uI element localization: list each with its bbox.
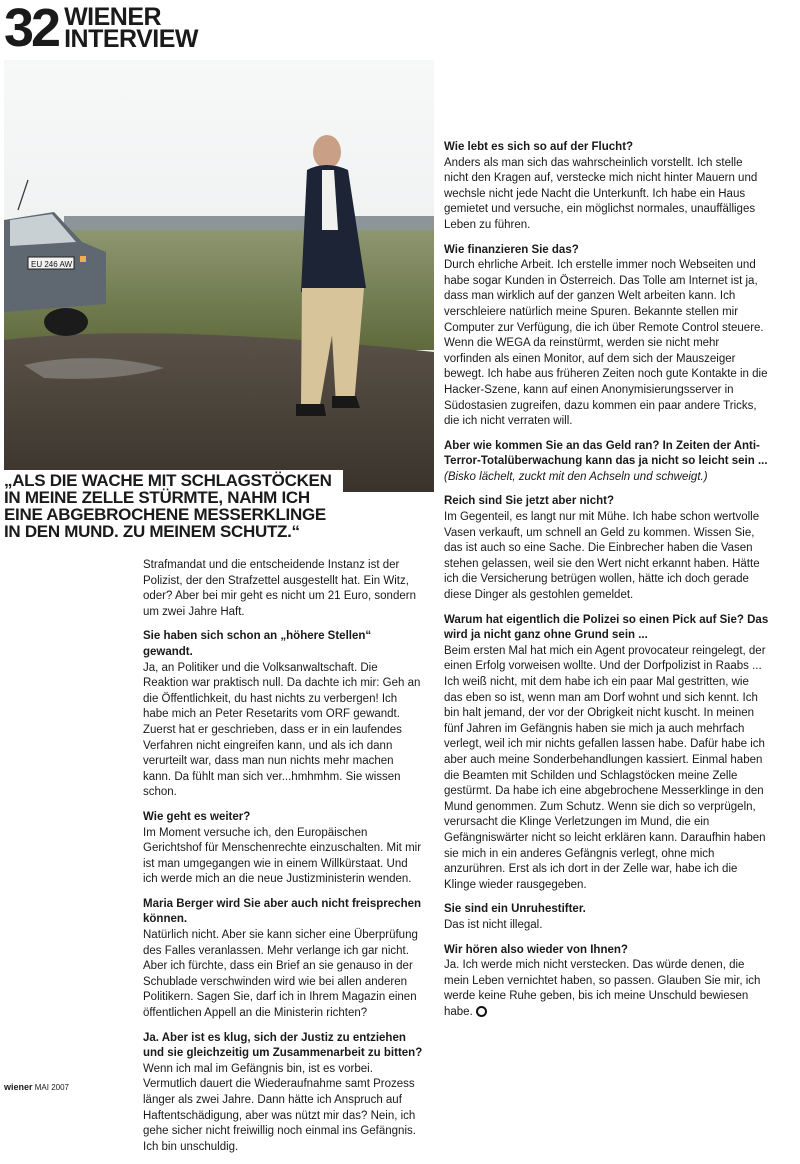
section-title (64, 3, 199, 53)
qa-block (444, 494, 769, 603)
answer-text: Ja. Ich werde mich nicht verstecken. Das würde denen, die mein Leben vernichtet haben, so passen. Glauben Sie mir, ich werde keine Ruhe geben, bis ich meine Unschuld bewiesen habe. (444, 959, 761, 1018)
right-column (444, 140, 769, 1029)
answer: Ja, an Politiker und die Volksanwaltschaft. Die Reaktion war praktisch null. Da dachte ich mir: Geh an die Öffentlichkeit, du hast nichts zu verbergen! Ich habe mich an Peter Resetarits vom ORF gewandt. Zuerst hat er geschrieben, dass er in ein laufendes Verfahren nicht eingreifen kann, und als ich dann verurteilt war, dass man nun nichts mehr machen kann. Da fühlt man sich ver...hmhmhm. Sie wissen schon. (143, 661, 421, 799)
question: Reich sind Sie jetzt aber nicht? (444, 495, 614, 508)
muddy-ground (4, 333, 434, 492)
answer: Beim ersten Mal hat mich ein Agent provocateur reingelegt, der einen Erfolg vorweisen wollte. Und der Dorfpolizist in Raabs ... Ich weiß nicht, mit dem habe ich ein paar Mal gestritten, wie das eben so ist, wenn man am Dorf wohnt und sich kennt. Ich bin halt jemand, der vor der Obrigkeit nicht kuscht. In meinen fünf Jahren im Gefängnis haben sie mich ja auch mehrfach verlegt, weil ich mir nichts gefallen lassen habe. Dafür habe ich aber auch meine Sonderbehandlungen kassiert. Einmal haben die Beamten mit Schilden und Schlagstöcken meine Zelle gestürmt. Da habe ich eine abgebrochene Messerklinge in den Mund genommen. Zum Schutz. Wenn sie dich so verprügeln, verursacht die Klinge Verletzungen im Mund, die ein Gefängniswärter nicht so leicht erklären kann. Daraufhin haben sie mich in ein anderes Gefängnis verlegt, ohne mich anzurühren. Erst als ich dort in der Zelle war, habe ich die Klinge wieder rausgegeben. (444, 644, 766, 891)
question: Aber wie kommen Sie an das Geld ran? In Zeiten der Anti-Terror-Totalüberwachung kann das ja nicht so leicht sein ... (444, 439, 768, 468)
qa-block (444, 613, 769, 894)
page-number: 32 (4, 0, 59, 58)
answer: Im Moment versuche ich, den Europäischen Gerichtshof für Menschenrechte einzuschalten. Mit mir ist man umgegangen wie in einem Willkürstaat. Und ich werde mich an die neue Justizministerin wenden. (143, 826, 422, 886)
section-title-line1: WIENER (64, 3, 162, 31)
question: Ja. Aber ist es klug, sich der Justiz zu entziehen und sie gleichzeitig um Zusammenarbeit zu bitten? (143, 1031, 423, 1060)
question: Maria Berger wird Sie aber auch nicht freisprechen können. (143, 897, 422, 926)
photo-illustration (4, 60, 434, 492)
qa-block (444, 943, 769, 1021)
question: Wie geht es weiter? (143, 810, 251, 823)
end-mark-icon (476, 1006, 487, 1017)
section-title-line2: INTERVIEW (64, 25, 199, 53)
question: Sie haben sich schon an „höhere Stellen“ gewandt. (143, 630, 372, 658)
qa-block (143, 810, 423, 888)
qa-block (143, 629, 423, 801)
question: Sie sind ein Unruhestifter. (444, 903, 586, 916)
qa-block (444, 140, 769, 234)
page-footer (4, 1082, 69, 1092)
license-plate: EU 246 AW (31, 260, 73, 269)
answer: Anders als man sich das wahrscheinlich vorstellt. Ich stelle nicht den Kragen auf, verstecke mich nicht hinter Mauern und wechsle nicht jede Nacht die Unterkunft. Ich habe ein Haus gemietet und versuche, ein möglichst normales, unauffälliges Leben zu führen. (444, 156, 758, 231)
answer: Durch ehrliche Arbeit. Ich erstelle immer noch Webseiten und habe sogar Kunden in Österreich. Das Tolle am Internet ist ja, dass man wirklich auf der ganzen Welt arbeiten kann. Ich verschleiere natürlich meine Spuren. Bekannte stellen mir Computer zur Verfügung, die ich über Remote Control steuere. Wenn die WEGA da reinstürmt, werden sie nicht mehr vorfinden als einen Monitor, auf dem sich der Mauszeiger bewegt. Ich habe aus früheren Zeiten noch gute Kontakte in die Hacker-Szene, kann auf einen Anonymisierungsserver in Südostasien zugreifen, dazu kommen ein paar andere Tricks, die ich nicht verraten will. (444, 259, 768, 428)
left-column (143, 558, 423, 1164)
intro-paragraph: Strafmandat und die entscheidende Instanz ist der Polizist, der den Strafzettel ausgestellt hat. Ein Witz, oder? Aber bei mir geht es nicht um 21 Euro, sondern um zwei Jahre Haft. (143, 559, 416, 618)
pull-quote: „ALS DIE WACHE MIT SCHLAGSTÖCKEN IN MEINE ZELLE STÜRMTE, NAHM ICH EINE ABGEBROCHENE MESSERKLINGE IN DEN MUND. ZU MEINEM SCHUTZ.“ (4, 470, 343, 544)
answer: Im Gegenteil, es langt nur mit Mühe. Ich habe schon wertvolle Vasen verkauft, um schnell an Geld zu kommen. Wissen Sie, das ist auch so eine Sache. Die Einbrecher haben die Vasen stehen gelassen, weil sie den Wert nicht erkannt haben. Hätte ich die Versicherung betrügen wollen, hätte ich doch gerade diese Dinger als gestohlen gemeldet. (444, 511, 760, 602)
qa-block (444, 439, 769, 486)
footer-brand: wiener (4, 1082, 33, 1092)
answer (444, 958, 769, 1020)
qa-block (143, 1031, 423, 1156)
qa-block (444, 243, 769, 430)
answer: Natürlich nicht. Aber sie kann sicher eine Überprüfung des Falles veranlassen. Mehr verlange ich gar nicht. Aber ich fürchte, dass ein Brief an sie genauso in der Schublade verschwinden wird wie bei allen anderen Politikern. Sagen Sie, darf ich in Ihrem Magazin einen öffentlichen Appell an die Ministerin richten? (143, 929, 418, 1020)
qa-block (444, 902, 769, 933)
interview-photo (4, 60, 434, 492)
question: Wie finanzieren Sie das? (444, 243, 579, 256)
page-header (4, 0, 199, 58)
answer: Wenn ich mal im Gefängnis bin, ist es vorbei. Vermutlich dauert die Wiederaufnahme samt Prozess länger als zwei Jahre. Dann hätte ich Anspruch auf Haftentschädigung, aber was nützt mir das? Nein, ich gehe sicher nicht freiwillig noch einmal ins Gefängnis. Ich bin unschuldig. (143, 1062, 416, 1153)
footer-issue: MAI 2007 (34, 1083, 69, 1092)
qa-block (143, 897, 423, 1022)
question: Wie lebt es sich so auf der Flucht? (444, 141, 634, 153)
answer-italic: (Bisko lächelt, zuckt mit den Achseln und schweigt.) (444, 470, 708, 483)
answer: Das ist nicht illegal. (444, 918, 543, 931)
question: Warum hat eigentlich die Polizei so einen Pick auf Sie? Das wird ja nicht ganz ohne Grund sein ... (444, 613, 769, 642)
question: Wir hören also wieder von Ihnen? (444, 943, 628, 956)
distant-trees (64, 216, 434, 230)
